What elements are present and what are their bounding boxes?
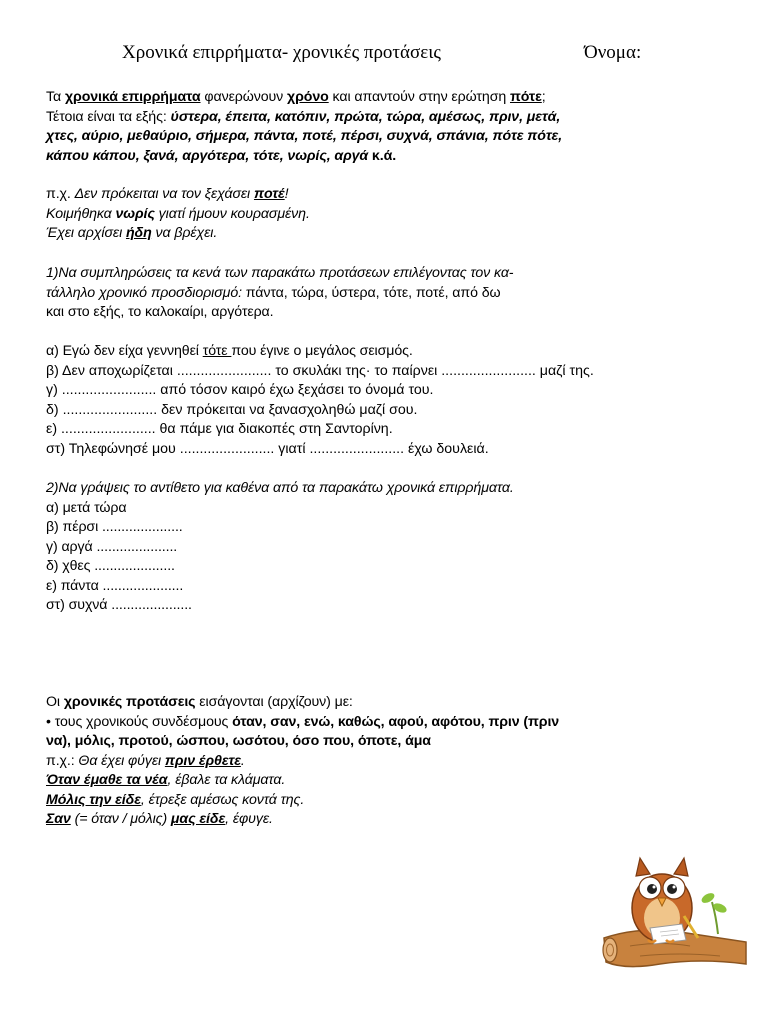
conjunction-list: όταν, σαν, ενώ, καθώς, αφού, αφότου, πριν (πριν xyxy=(232,713,560,730)
clause-text: Οι xyxy=(46,694,64,710)
exercise-2 xyxy=(46,479,746,616)
exercise-instruction: 1)Να συμπληρώσεις τα κενά των παρακάτω προτάσεων επιλέγοντας τον κα- xyxy=(46,265,514,281)
intro-term: χρονικά επιρρήματα xyxy=(64,89,201,105)
example-prefix: π.χ.: xyxy=(46,752,79,769)
example-adverb: ήδη xyxy=(125,225,152,241)
filled-answer: τότε xyxy=(202,343,232,359)
example-text: (= όταν / μόλις) xyxy=(70,811,171,827)
clause-term: χρονικές προτάσεις xyxy=(63,694,196,710)
list-item: στ) συχνά ..................... xyxy=(46,597,192,613)
example-clause: Μόλις την είδε xyxy=(46,791,141,808)
word-bank: πάντα, τώρα, ύστερα, τότε, ποτέ, από δω xyxy=(245,284,501,301)
exercise-instruction: τάλληλο χρονικό προσδιορισμό: xyxy=(46,284,246,301)
sentence-text: που έγινε ο μεγάλος σεισμός. xyxy=(231,343,413,359)
sentence-e: ε) ........................ θα πάμε για διακοπές στη Σαντορίνη. xyxy=(46,421,393,437)
example-prefix: π.χ. xyxy=(46,186,75,202)
example-text: . xyxy=(240,752,245,769)
example-text: να βρέχει. xyxy=(151,225,218,241)
intro-text: Τέτοια είναι τα εξής: xyxy=(46,108,171,125)
sentence-d: δ) ........................ δεν πρόκειται να ξανασχοληθώ μαζί σου. xyxy=(46,401,418,418)
intro-text: Τα xyxy=(46,89,65,105)
example-clause: Σαν xyxy=(46,811,71,827)
example-clause: πριν έρθετε xyxy=(164,752,241,769)
exercise-1-instructions xyxy=(46,264,746,323)
clause-text: εισάγονται (αρχίζουν) με: xyxy=(195,694,353,710)
intro-term: χρόνο xyxy=(287,89,329,105)
example-text: Κοιμήθηκα xyxy=(46,205,116,222)
intro-text: ; xyxy=(541,89,546,105)
adverb-list: χτες, αύριο, μεθαύριο, σήμερα, πάντα, ποτέ, πέρσι, συχνά, σπάνια, πότε πότε, xyxy=(46,128,563,144)
examples xyxy=(46,185,746,244)
list-item: β) πέρσι ..................... xyxy=(46,519,183,535)
example-text: , έβαλε τα κλάματα. xyxy=(167,772,286,788)
temporal-clauses xyxy=(46,693,746,830)
adverb-list: ύστερα, έπειτα, κατόπιν, πρώτα, τώρα, αμέσως, πριν, μετά, xyxy=(170,108,561,125)
adverb-list: κάπου κάπου, ξανά, αργότερα, τότε, νωρίς, αργά xyxy=(46,147,369,164)
intro-text: φανερώνουν xyxy=(200,89,288,105)
adverb-list-end: κ.ά. xyxy=(368,147,397,164)
list-item: γ) αργά ..................... xyxy=(46,538,178,555)
page-title: Χρονικά επιρρήματα- χρονικές προτάσεις xyxy=(122,42,441,63)
header xyxy=(0,42,768,66)
intro-paragraph xyxy=(46,88,746,166)
name-label: Όνομα: xyxy=(584,42,642,63)
list-item: δ) χθες ..................... xyxy=(46,558,175,574)
example-text: Δεν πρόκειται να τον ξεχάσει xyxy=(74,186,254,202)
word-bank: και στο εξής, το καλοκαίρι, αργότερα. xyxy=(46,304,274,320)
example-text: γιατί ήμουν κουρασμένη. xyxy=(154,205,310,222)
list-item: ε) πάντα ..................... xyxy=(46,577,184,594)
example-clause: Όταν έμαθε τα νέα xyxy=(46,772,168,788)
owl-on-branch-icon xyxy=(600,846,750,986)
example-adverb: νωρίς xyxy=(115,205,155,222)
sentence-c: γ) ........................ από τόσον καιρό έχω ξεχάσει το όνομά του. xyxy=(46,382,434,398)
example-clause: μας είδε xyxy=(170,811,226,827)
example-text: , έφυγε. xyxy=(225,811,273,827)
sentence-b: β) Δεν αποχωρίζεται ........................ το σκυλάκι της· το παίρνει ........................ μαζί της. xyxy=(46,362,594,379)
example-text: Έχει αρχίσει xyxy=(46,225,126,241)
conjunction-list: να), μόλις, προτού, ώσπου, ωσότου, όσο που, όποτε, άμα xyxy=(46,733,431,749)
intro-text: και απαντούν στην ερώτηση xyxy=(328,89,510,105)
sentence-text: α) Εγώ δεν είχα γεννηθεί xyxy=(46,343,203,359)
list-item: α) μετά τώρα xyxy=(46,499,127,516)
exercise-1-sentences xyxy=(46,342,746,459)
example-text: ! xyxy=(284,186,289,202)
intro-term: πότε xyxy=(509,89,542,105)
sentence-f: στ) Τηλεφώνησέ μου ........................ γιατί ........................ έχω δουλειά. xyxy=(46,440,489,457)
example-text: Θα έχει φύγει xyxy=(78,752,165,769)
exercise-instruction: 2)Να γράψεις το αντίθετο για καθένα από τα παρακάτω χρονικά επιρρήματα. xyxy=(46,480,514,496)
example-text: , έτρεξε αμέσως κοντά της. xyxy=(140,791,305,808)
example-adverb: ποτέ xyxy=(253,186,285,202)
clause-text: • τους χρονικούς συνδέσμους xyxy=(46,713,233,730)
